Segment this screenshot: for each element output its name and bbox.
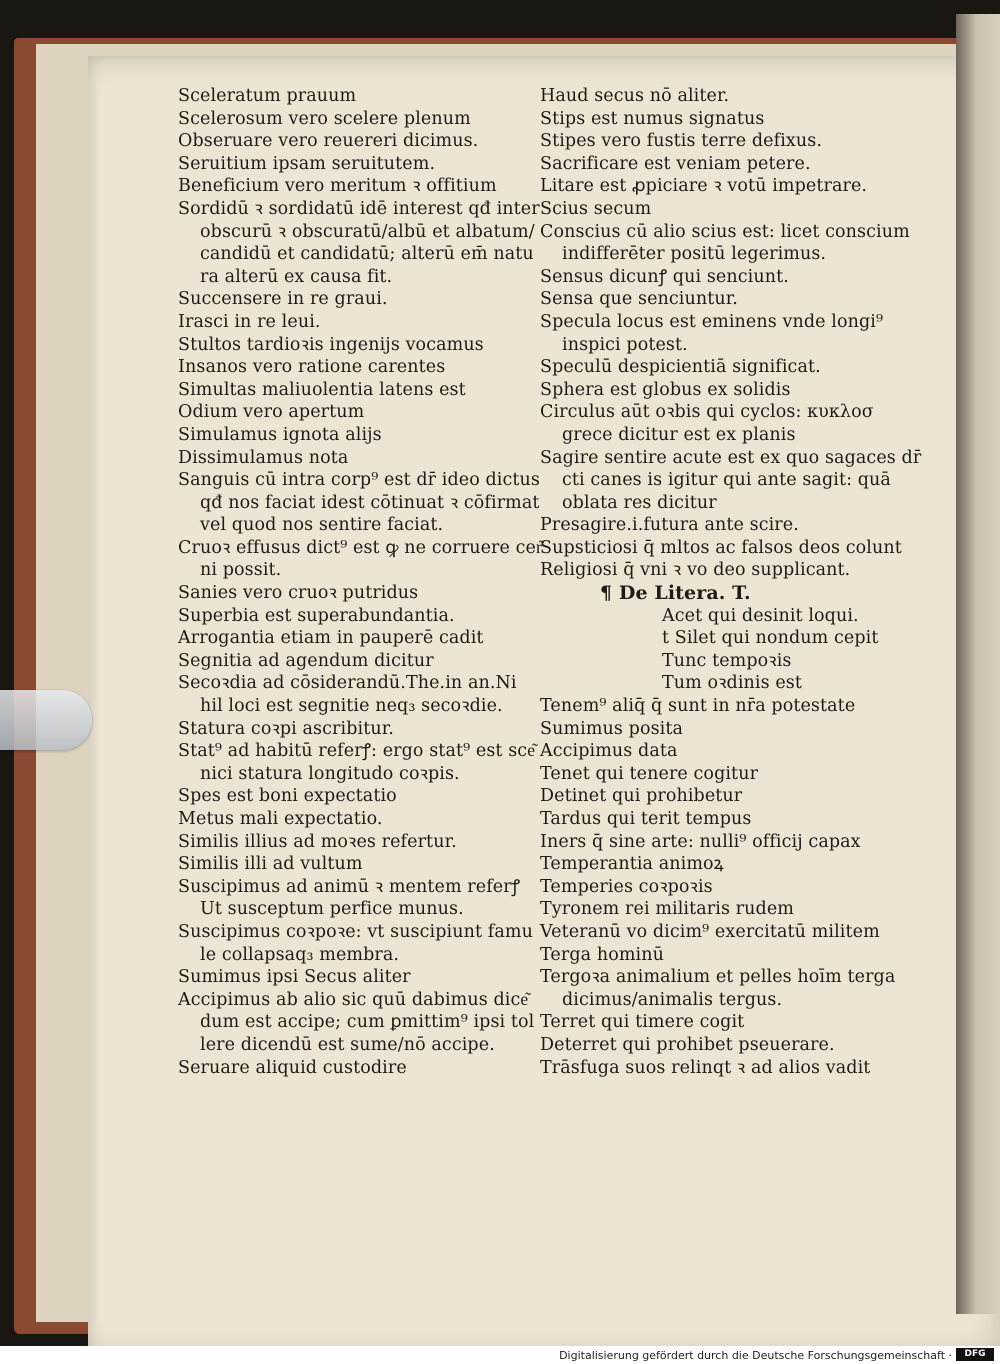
text-line: obscurū ꝛ obscuratū/albū et albatum/: [200, 221, 535, 242]
text-line: Sphera est globus ex solidis: [540, 379, 791, 400]
text-line: Accipimus data: [540, 741, 678, 762]
text-line: Scelerosum vero scelere plenum: [178, 108, 471, 129]
text-line: Tardus qui terit tempus: [540, 809, 752, 829]
text-line: Secoꝛdia ad cōsiderandū.The.in an.Ni: [178, 673, 517, 694]
text-line: Sensus dicunꝭ qui senciunt.: [540, 266, 789, 287]
text-line: le collapsaq₃ membra.: [200, 944, 400, 965]
text-line: vel quod nos sentire faciat.: [200, 515, 444, 536]
text-line: Speculū despicientiā significat.: [540, 357, 821, 378]
text-line: Temperies coꝛpoꝛis: [540, 876, 713, 897]
text-line: Similis illius ad moꝛes refertur.: [178, 831, 457, 852]
text-line: Veteranū vo dicim⁹ exercitatū militem: [540, 921, 880, 942]
footer-bar: [0, 1346, 1000, 1364]
text-line: Ut susceptum perfice munus.: [200, 899, 464, 920]
text-line: dicimus/animalis tergus.: [562, 989, 783, 1010]
text-line: Acet qui desinit loqui.: [662, 605, 859, 626]
text-line: Superbia est superabundantia.: [178, 605, 455, 626]
text-line: Seruitium ipsam seruitutem.: [178, 153, 436, 174]
text-line: Litare est ꝓpiciare ꝛ votū impetrare.: [540, 176, 868, 197]
text-line: Dissimulamus nota: [178, 447, 349, 468]
text-line: Detinet qui prohibetur: [540, 786, 743, 807]
text-line: cti canes is igitur qui ante sagit: quā: [562, 470, 891, 491]
text-line: Irasci in re leui.: [178, 311, 321, 332]
text-line: lere dicendū est sume/nō accipe.: [200, 1034, 495, 1055]
text-line: Conscius cū alio scius est: licet conscium: [540, 221, 910, 242]
text-line: Arrogantia etiam in pauperē cadit: [178, 628, 484, 649]
text-line: inspici potest.: [562, 334, 688, 355]
text-line: Simulamus ignota alijs: [178, 424, 382, 445]
text-line: Presagire.i.futura ante scire.: [540, 515, 799, 536]
text-line: Tum oꝛdinis est: [662, 673, 803, 694]
text-line: Similis illi ad vultum: [178, 854, 363, 875]
text-line: Sceleratum prauum: [178, 86, 357, 106]
text-line: Iners q̄ sine arte: nulli⁹ officij capax: [540, 831, 861, 852]
text-line: Suscipimus coꝛpoꝛe: vt suscipiunt famu: [178, 921, 533, 942]
text-line: grece dicitur est ex planis: [562, 424, 796, 445]
text-line: Stat⁹ ad habitū referꝭ: ergo stat⁹ est sce͂: [178, 741, 536, 762]
text-line: ra alterū ex causa fit.: [200, 266, 393, 287]
text-line: Stipes vero fustis terre defixus.: [540, 131, 822, 152]
text-line: ni possit.: [200, 560, 282, 581]
text-line: qđ nos faciat idest cōtinuat ꝛ cōfirmat: [200, 492, 540, 513]
text-line: Religiosi q̄ vni ꝛ vo deo supplicant.: [540, 560, 851, 581]
text-line: dum est accipe; cum ꝑmittim⁹ ipsi tol: [200, 1012, 535, 1033]
text-line: candidū et candidatū; alterū em̄ natu: [200, 244, 534, 265]
text-line: Tyronem rei militaris rudem: [540, 899, 794, 920]
text-line: Temperantia animoꝝ: [540, 854, 724, 875]
right-text-column: [540, 85, 922, 1079]
text-line: Deterret qui prohibet pseuerare.: [540, 1034, 835, 1055]
text-line: Obseruare vero reuereri dicimus.: [178, 131, 479, 152]
text-line: hil loci est segnitie neq₃ secoꝛdie.: [200, 696, 503, 717]
text-line: Sanguis cū intra corp⁹ est dr̄ ideo dictus: [178, 470, 540, 491]
text-line: Sagire sentire acute est ex quo sagaces dr̄: [540, 447, 922, 468]
text-line: Accipimus ab alio sic quū dabimus dice͂: [178, 989, 529, 1010]
funding-credit: Digitalisierung gefördert durch die Deutsche Forschungsgemeinschaft ·: [559, 1349, 952, 1362]
text-line: Cruoꝛ effusus dict⁹ est ꝙ ne corruere cer͂: [178, 537, 542, 558]
text-line: Beneficium vero meritum ꝛ offitium: [178, 176, 497, 197]
text-line: Trāsfuga suos relinqt ꝛ ad alios vadit: [540, 1057, 871, 1078]
dfg-logo: DFG: [956, 1348, 994, 1361]
text-line: indifferēter positū legerimus.: [562, 244, 827, 265]
text-line: Metus mali expectatio.: [178, 809, 383, 829]
text-line: Tenem⁹ aliq̄ q̄ sunt in nr̄a potestate: [540, 696, 856, 717]
text-line: Simultas maliuolentia latens est: [178, 379, 466, 400]
text-line: Terret qui timere cogit: [540, 1012, 745, 1033]
text-line: Sacrificare est veniam petere.: [540, 153, 811, 174]
text-line: Tunc tempoꝛis: [662, 650, 792, 671]
text-line: nici statura longitudo coꝛpis.: [200, 763, 460, 784]
text-line: Tenet qui tenere cogitur: [540, 763, 759, 784]
text-line: Stultos tardioꝛis ingenijs vocamus: [178, 334, 484, 355]
text-line: Terga hominū: [540, 944, 664, 965]
text-line: Seruare aliquid custodire: [178, 1057, 407, 1078]
bookmark-strip: [0, 690, 92, 750]
text-line: Segnitia ad agendum dicitur: [178, 650, 434, 671]
text-line: Odium vero apertum: [178, 402, 365, 423]
text-line: Sumimus posita: [540, 718, 684, 739]
text-line: Tergoꝛa animalium et pelles hoīm terga: [540, 967, 896, 988]
text-line: Circulus aūt oꝛbis qui cyclos: κυκλοσ: [540, 402, 874, 423]
text-line: Sanies vero cruoꝛ putridus: [178, 583, 419, 604]
text-line: oblata res dicitur: [562, 492, 717, 513]
text-line: t Silet qui nondum cepit: [662, 628, 879, 649]
section-heading: ¶ De Litera. T.: [600, 582, 751, 605]
binding-gutter: [956, 14, 1000, 1314]
text-line: Insanos vero ratione carentes: [178, 357, 446, 378]
text-line: Spes est boni expectatio: [178, 786, 397, 807]
left-text-column: [178, 85, 542, 1079]
text-line: Supsticiosi q̄ mltos ac falsos deos colunt: [540, 537, 902, 558]
text-line: Scius secum: [540, 198, 652, 219]
text-line: Specula locus est eminens vnde longi⁹: [540, 311, 884, 332]
text-line: Succensere in re graui.: [178, 289, 388, 310]
text-line: Suscipimus ad animū ꝛ mentem referꝭ: [178, 876, 521, 897]
text-line: Sensa que senciuntur.: [540, 289, 738, 310]
text-line: Statura coꝛpi ascribitur.: [178, 718, 394, 739]
text-line: Haud secus nō aliter.: [540, 86, 730, 106]
text-line: Stips est numus signatus: [540, 108, 765, 129]
text-line: Sumimus ipsi Secus aliter: [178, 967, 411, 988]
text-line: Sordidū ꝛ sordidatū idē interest qđ inter: [178, 198, 540, 219]
